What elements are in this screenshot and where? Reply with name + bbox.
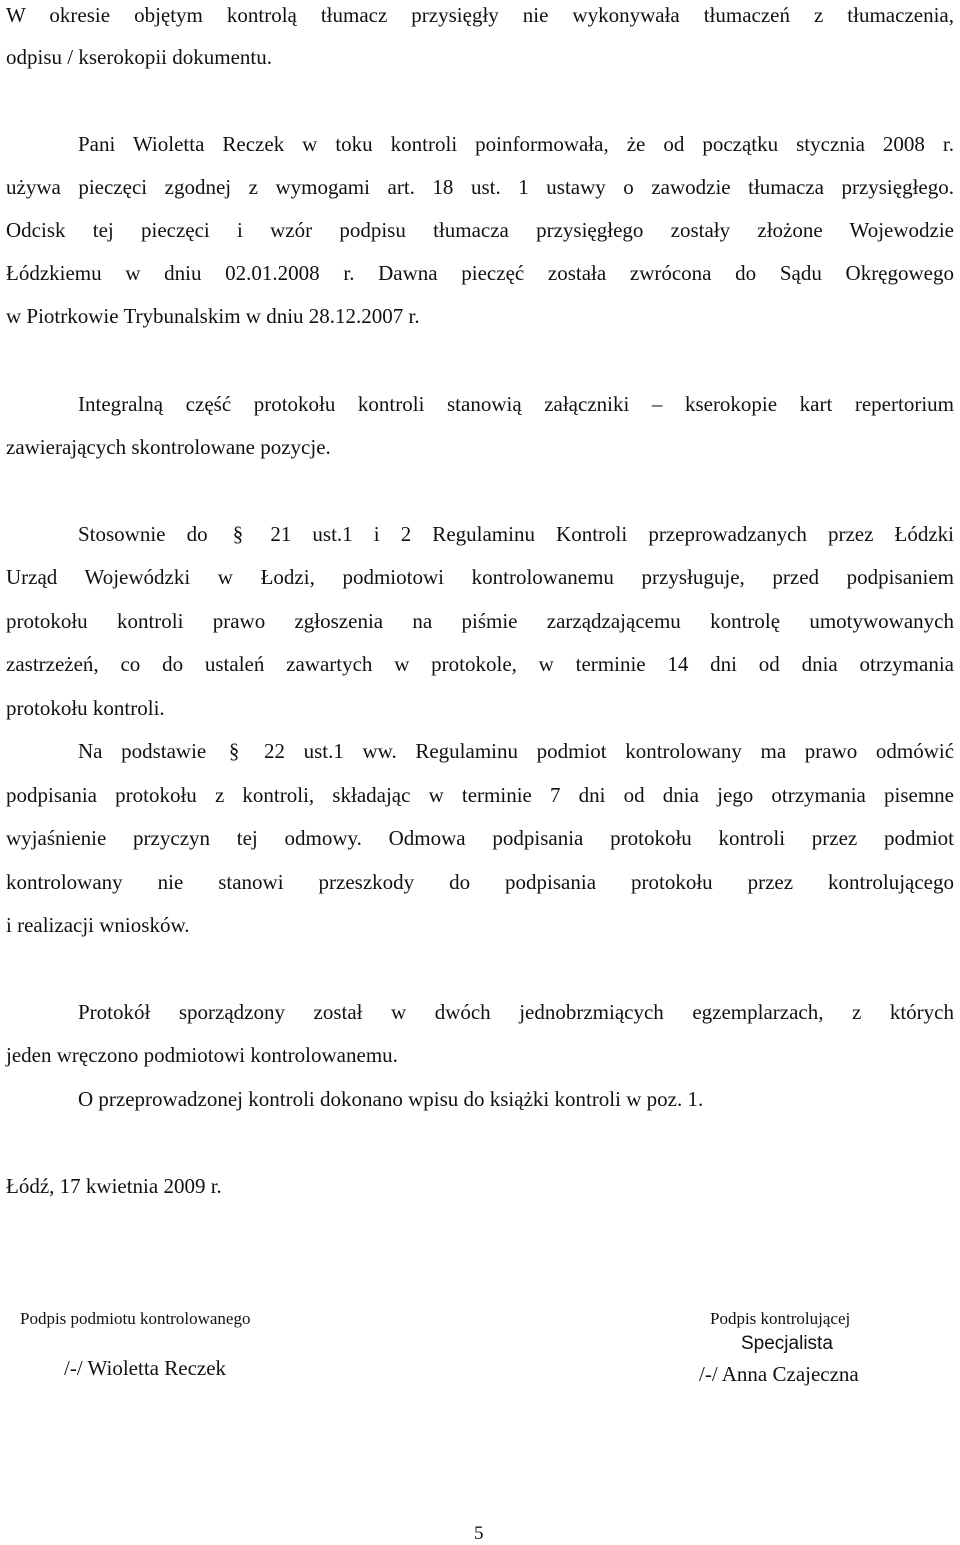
paragraph-1-line-1: W okresie objętym kontrolą tłumacz przysięgły nie wykonywała tłumaczeń z tłumaczenia, (6, 3, 954, 27)
paragraph-2-line-3: Odcisk tej pieczęci i wzór podpisu tłumacza przysięgłego zostały złożone Wojewodzie (6, 218, 954, 242)
paragraph-6-line-1: Protokół sporządzony został w dwóch jednobrzmiących egzemplarzach, z których (78, 1000, 954, 1024)
right-signature-label: Podpis kontrolującej (710, 1309, 851, 1328)
paragraph-2-line-4: Łódzkiemu w dniu 02.01.2008 r. Dawna pieczęć została zwrócona do Sądu Okręgowego (6, 261, 954, 285)
paragraph-5-line-3: wyjaśnienie przyczyn tej odmowy. Odmowa podpisania protokołu kontroli przez podmiot (6, 826, 954, 850)
paragraph-5-line-4: kontrolowany nie stanowi przeszkody do podpisania protokołu przez kontrolującego (6, 870, 954, 894)
paragraph-3-line-2: zawierających skontrolowane pozycje. (6, 435, 331, 459)
section-symbol: § (232, 522, 244, 546)
paragraph-2-line-2: używa pieczęci zgodnej z wymogami art. 18 ust. 1 ustawy o zawodzie tłumacza przysięgłego. (6, 175, 954, 199)
paragraph-4-reference: 21 ust.1 i 2 Regulaminu Kontroli przeprowadzanych przez Łódzki (270, 522, 955, 546)
paragraph-3-line-1: Integralną część protokołu kontroli stanowią załączniki – kserokopie kart repertorium (78, 392, 954, 416)
paragraph-7: O przeprowadzonej kontroli dokonano wpisu do książki kontroli w poz. 1. (78, 1087, 704, 1111)
paragraph-6-line-2: jeden wręczono podmiotowi kontrolowanemu. (6, 1043, 398, 1067)
page-number: 5 (474, 1523, 484, 1544)
paragraph-4-start: Stosownie do (78, 522, 208, 546)
right-signature-title: Specjalista (741, 1333, 833, 1354)
paragraph-2-line-5: w Piotrkowie Trybunalskim w dniu 28.12.2007 r. (6, 304, 420, 328)
section-symbol: § (228, 739, 240, 763)
place-date: Łódź, 17 kwietnia 2009 r. (6, 1174, 222, 1198)
paragraph-5-reference: 22 ust.1 ww. Regulaminu podmiot kontrolowany ma prawo odmówić (264, 739, 955, 763)
paragraph-5-start: Na podstawie (78, 739, 207, 763)
paragraph-4-line-5: protokołu kontroli. (6, 696, 165, 720)
paragraph-4-line-3: protokołu kontroli prawo zgłoszenia na piśmie zarządzającemu kontrolę umotywowanych (6, 609, 954, 633)
paragraph-2-line-1: Pani Wioletta Reczek w toku kontroli poinformowała, że od początku stycznia 2008 r. (78, 132, 954, 156)
paragraph-4-line-2: Urząd Wojewódzki w Łodzi, podmiotowi kontrolowanemu przysługuje, przed podpisaniem (6, 565, 954, 589)
left-signature-name: /-/ Wioletta Reczek (64, 1356, 227, 1380)
paragraph-1-line-2: odpisu / kserokopii dokumentu. (6, 45, 272, 69)
right-signature-name: /-/ Anna Czajeczna (699, 1362, 859, 1386)
paragraph-5-line-1 (78, 737, 954, 765)
paragraph-4-line-1 (78, 520, 954, 548)
paragraph-4-line-4: zastrzeżeń, co do ustaleń zawartych w protokole, w terminie 14 dni od dnia otrzymania (6, 652, 954, 676)
left-signature-label: Podpis podmiotu kontrolowanego (20, 1309, 251, 1328)
paragraph-5-line-2: podpisania protokołu z kontroli, składając w terminie 7 dni od dnia jego otrzymania pisemne (6, 783, 954, 807)
paragraph-5-line-5: i realizacji wniosków. (6, 913, 190, 937)
